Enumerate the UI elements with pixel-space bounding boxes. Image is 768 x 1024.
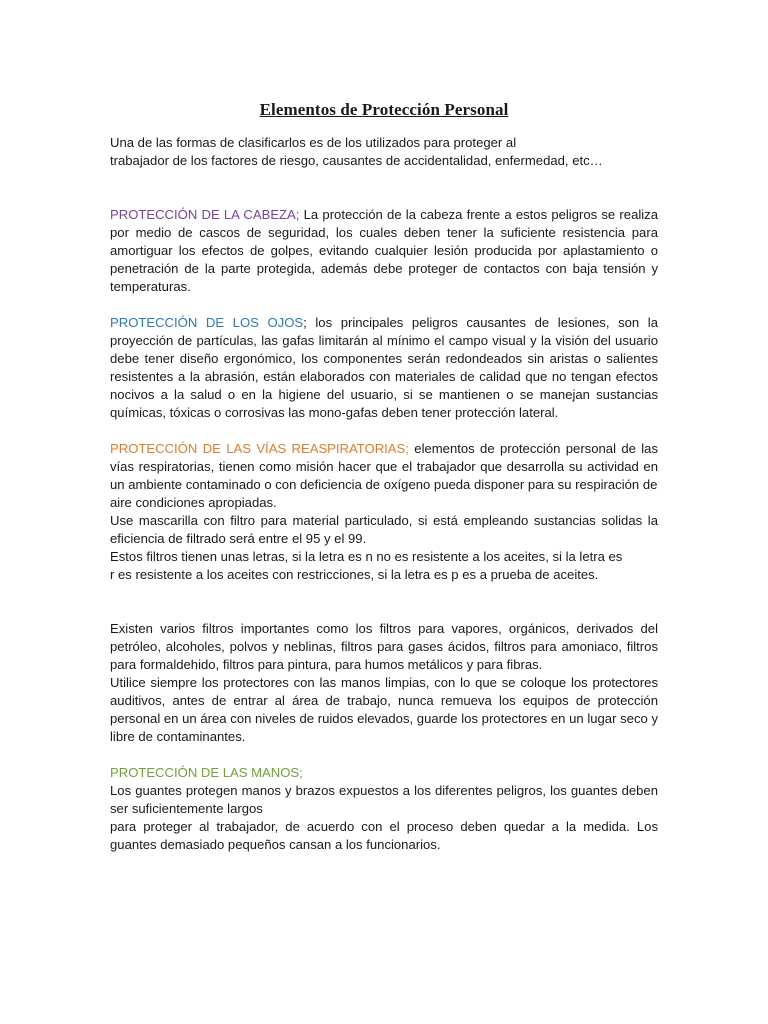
text-manos-1: Los guantes protegen manos y brazos expuestos a los diferentes peligros, los guantes deben ser suficientemente largos xyxy=(110,783,658,816)
spacer xyxy=(110,584,658,620)
text-auditivos: Utilice siempre los protectores con las manos limpias, con lo que se coloque los protectores auditivos, antes de entrar al área de trabajo, nunca remueva los equipos de protección personal en un área con niveles de ruidos elevados, guarde los protectores en un lugar seco y libre de contaminantes. xyxy=(110,675,658,744)
text-cabeza: La protección de la cabeza frente a estos peligros se realiza por medio de cascos de seguridad, los cuales deben tener la suficiente resistencia para amortiguar los efectos de golpes, evitando cualquier lesión producida por aplastamiento o penetración de la parte protegida, además debe proteger de contactos con baja tensión y temperaturas. xyxy=(110,207,658,294)
page-title: Elementos de Protección Personal xyxy=(259,100,509,119)
intro-line-1: Una de las formas de clasificarlos es de los utilizados para proteger al xyxy=(110,135,517,150)
spacer xyxy=(110,296,658,314)
intro-paragraph xyxy=(110,134,658,170)
heading-ojos: PROTECCIÓN DE LOS OJOS xyxy=(110,315,304,330)
heading-vias: PROTECCIÓN DE LAS VÍAS REASPIRATORIAS; xyxy=(110,441,409,456)
text-manos-2: para proteger al trabajador, de acuerdo con el proceso deben quedar a la medida. Los guantes demasiado pequeños cansan a los funcionarios. xyxy=(110,819,658,852)
text-filtros-line-2: r es resistente a los aceites con restricciones, si la letra es p es a prueba de aceites. xyxy=(110,567,599,582)
section-vias xyxy=(110,440,658,494)
intro-line-2: trabajador de los factores de riesgo, causantes de accidentalidad, enfermedad, etc… xyxy=(110,153,603,168)
text-vias-line2: aire condiciones apropiadas. xyxy=(110,495,277,510)
heading-cabeza: PROTECCIÓN DE LA CABEZA; xyxy=(110,207,300,222)
text-vias: elementos de protección personal de las vías respiratorias, tienen como misión hacer que el trabajador que desarrolla su actividad en un ambiente contaminado o con deficiencia de oxígeno pueda disponer para su respiración de xyxy=(110,441,659,492)
spacer xyxy=(110,746,658,764)
section-ojos xyxy=(110,314,658,422)
text-ojos: ; los principales peligros causantes de lesiones, son la proyección de partículas, las gafas limitarán al mínimo el campo visual y la visión del usuario debe tener diseño ergonómico, los componentes serán redondeados sin aristas o salientes resistentes a la abrasión, están elaborados con materiales de calidad que no tengan efectos nocivos a la salud o en la higiene del usuario, si se mantienen o se manejan sustancias químicas, tóxicas o corrosivas las mono-gafas deben tener protección lateral. xyxy=(110,315,658,420)
spacer xyxy=(110,422,658,440)
spacer xyxy=(110,170,658,206)
section-cabeza xyxy=(110,206,658,296)
text-mascarilla: Use mascarilla con filtro para material particulado, si está empleando sustancias solidas la eficiencia de filtrado será entre el 95 y el 99. xyxy=(110,513,658,546)
text-filtros-line-1: Estos filtros tienen unas letras, si la letra es n no es resistente a los aceites, si la letra es xyxy=(110,549,623,564)
text-filtros-varios: Existen varios filtros importantes como los filtros para vapores, orgánicos, derivados del petróleo, alcoholes, polvos y neblinas, filtros para gases ácidos, filtros para amoniaco, filtros para formaldehido, filtros para pintura, para humos metálicos y para fibras. xyxy=(110,621,658,672)
heading-manos: PROTECCIÓN DE LAS MANOS; xyxy=(110,765,303,780)
text-filtros-letras xyxy=(110,548,658,584)
